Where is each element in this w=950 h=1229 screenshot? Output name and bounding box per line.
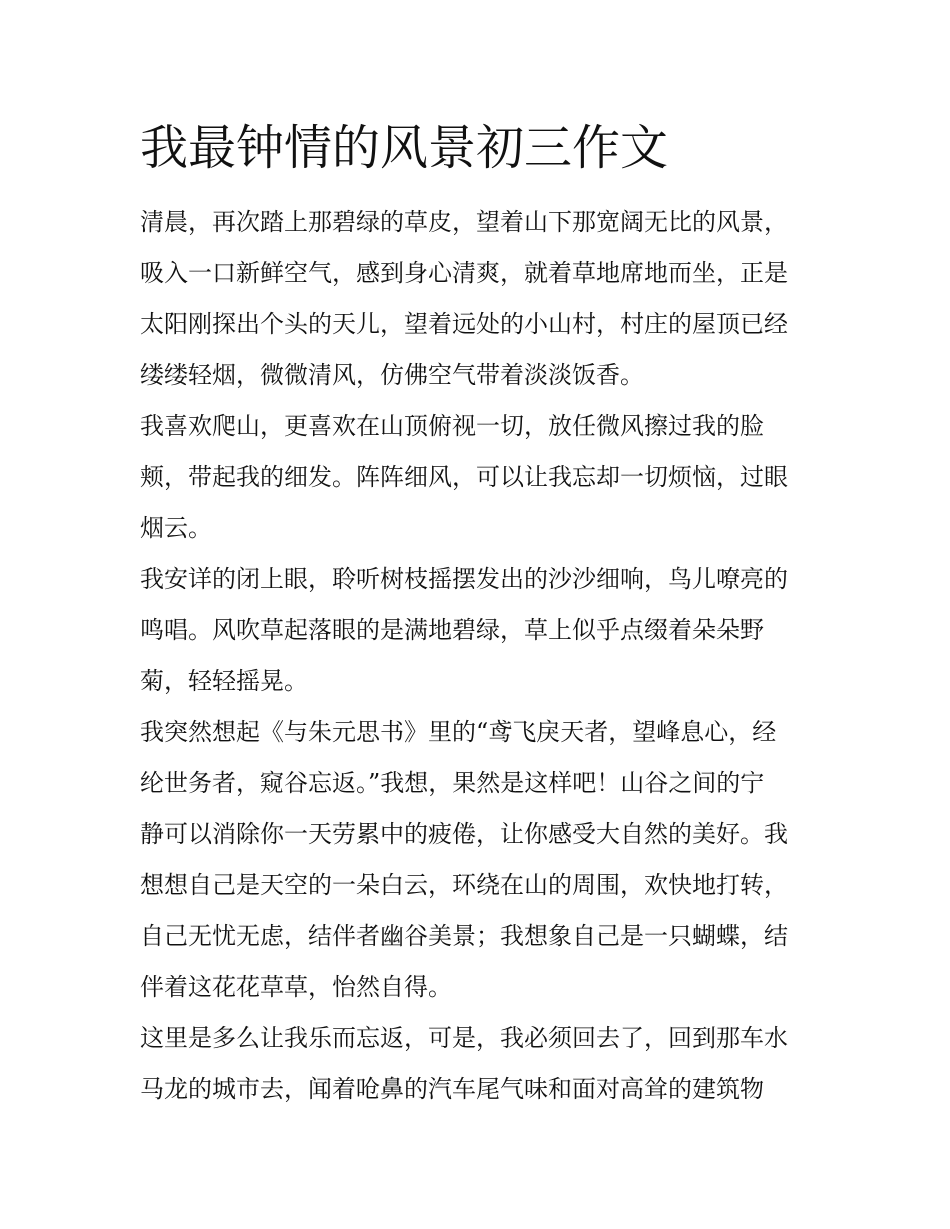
paragraph-3 — [140, 554, 812, 707]
paragraph-line: 自己无忧无虑，结伴者幽谷美景；我想象自己是一只蝴蝶，结 — [140, 922, 788, 950]
paragraph-line: 缕缕轻烟，微微清风，仿佛空气带着淡淡饭香。 — [140, 361, 644, 389]
paragraph-line: 纶世务者，窥谷忘返。”我想，果然是这样吧！山谷之间的宁 — [140, 769, 765, 797]
essay-content — [140, 116, 812, 1115]
paragraph-line: 我突然想起《与朱元思书》里的“鸢飞戾天者，望峰息心，经 — [140, 718, 777, 746]
essay-title: 我最钟情的风景初三作文 — [140, 120, 669, 176]
paragraph-2 — [140, 401, 812, 554]
paragraph-line: 想想自己是天空的一朵白云，环绕在山的周围，欢快地打转， — [140, 871, 788, 899]
paragraph-line: 我喜欢爬山，更喜欢在山顶俯视一切，放任微风擦过我的脸 — [140, 412, 764, 440]
paragraph-line: 颊，带起我的细发。阵阵细风，可以让我忘却一切烦恼，过眼 — [140, 463, 788, 491]
paragraph-line: 鸣唱。风吹草起落眼的是满地碧绿，草上似乎点缀着朵朵野 — [140, 616, 764, 644]
paragraph-line: 伴着这花花草草，怡然自得。 — [140, 973, 452, 1001]
paragraph-line: 这里是多么让我乐而忘返，可是，我必须回去了，回到那车水 — [140, 1024, 788, 1052]
paragraph-line: 清晨，再次踏上那碧绿的草皮，望着山下那宽阔无比的风景， — [140, 208, 788, 236]
paragraph-line: 烟云。 — [140, 514, 212, 542]
paragraph-line: 菊，轻轻摇晃。 — [140, 667, 308, 695]
paragraph-line: 静可以消除你一天劳累中的疲倦，让你感受大自然的美好。我 — [140, 820, 788, 848]
paragraph-4 — [140, 707, 812, 1013]
paragraph-line: 马龙的城市去，闻着呛鼻的汽车尾气味和面对高耸的建筑物 — [140, 1075, 764, 1103]
paragraph-5 — [140, 1013, 812, 1115]
paragraph-line: 我安详的闭上眼，聆听树枝摇摆发出的沙沙细响，鸟儿嘹亮的 — [140, 565, 788, 593]
paragraph-line: 太阳刚探出个头的天儿，望着远处的小山村，村庄的屋顶已经 — [140, 310, 788, 338]
paragraph-line: 吸入一口新鲜空气，感到身心清爽，就着草地席地而坐，正是 — [140, 259, 788, 287]
paragraph-1 — [140, 197, 812, 401]
